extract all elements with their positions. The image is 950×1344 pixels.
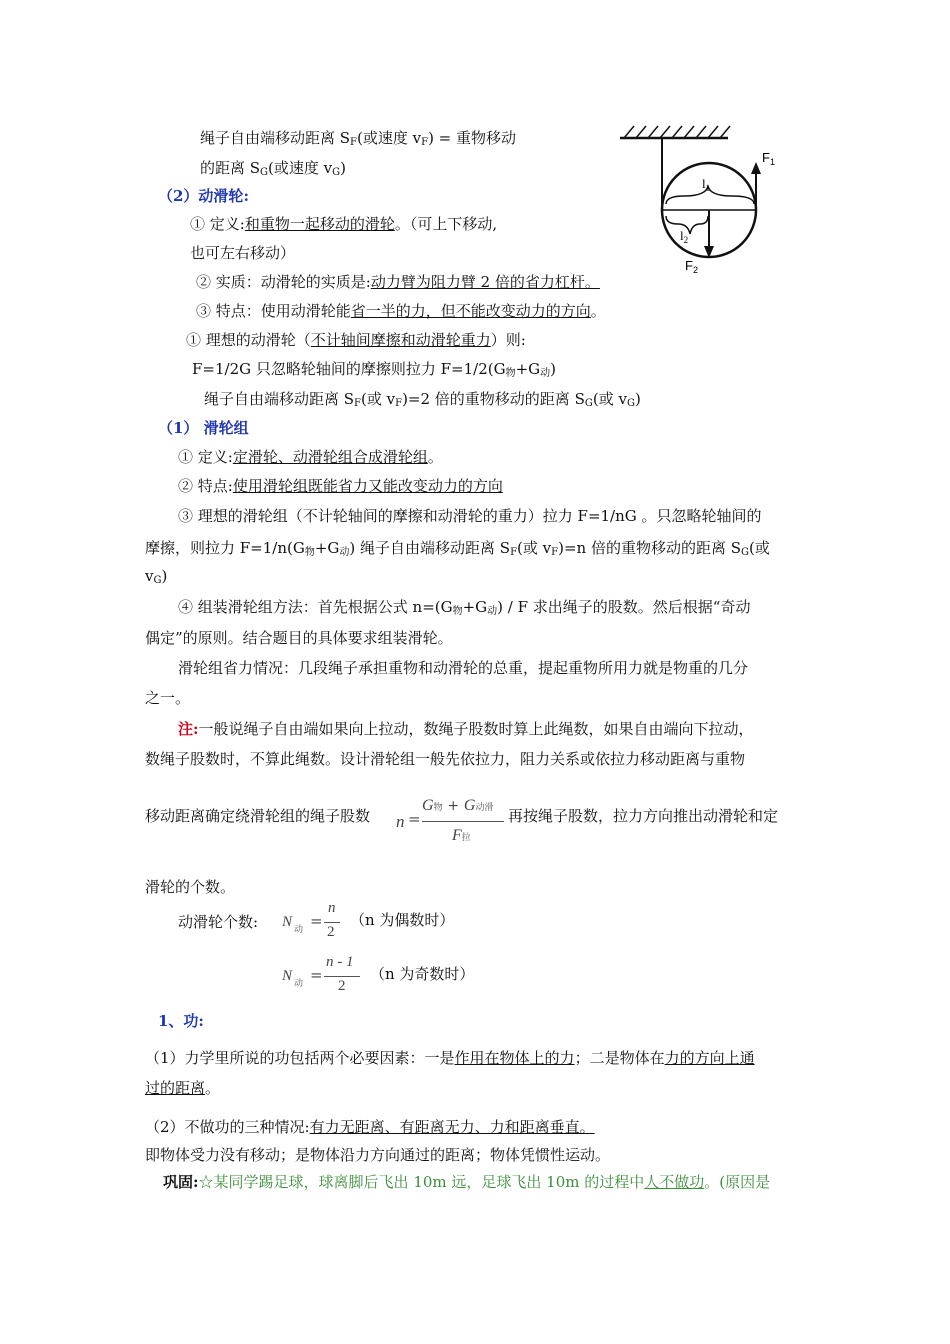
- movable-ideal: ① 理想的动滑轮（不计轴间摩擦和动滑轮重力）则:: [186, 331, 526, 349]
- heading-pulley-group: （1） 滑轮组: [158, 419, 249, 437]
- note-1: 注:一般说绳子自由端如果向上拉动，数绳子股数时算上此绳数，如果自由端向下拉动，: [178, 720, 754, 738]
- note-3b: 再按绳子股数，拉力方向推出动滑轮和定: [508, 807, 779, 825]
- formula-eq-even: =: [310, 912, 323, 930]
- formula-n-bar: [422, 821, 504, 822]
- movable-definition-cont: 也可左右移动）: [190, 244, 296, 262]
- heading-work: 1、功:: [158, 1012, 204, 1030]
- note-2: 数绳子股数时，不算此绳数。设计滑轮组一般先依拉力，阻力关系或依拉力移动距离与重物: [145, 750, 746, 768]
- formula-n-eq: =: [408, 810, 421, 828]
- formula-den-even: 2: [327, 924, 335, 940]
- formula-G2: G: [463, 797, 476, 814]
- group-save-1: 滑轮组省力情况：几段绳子承担重物和动滑轮的总重，提起重物所用力就是物重的几分: [178, 659, 749, 677]
- group-feature: ② 特点:使用滑轮组既能省力又能改变动力的方向: [178, 477, 503, 495]
- formula-bar-even: [324, 922, 340, 923]
- note-3a: 移动距离确定绕滑轮组的绳子股数: [145, 807, 371, 825]
- formula-sub-dong-odd: 动: [294, 979, 304, 989]
- group-save-2: 之一。: [145, 689, 191, 707]
- movable-definition: ① 定义:和重物一起移动的滑轮。（可上下移动,: [190, 215, 498, 233]
- label-F2: $F_2$: [685, 258, 698, 275]
- formula-sub-dong-even: 动: [294, 925, 304, 935]
- formula-eq-odd: =: [310, 966, 323, 984]
- formula-sub-dongh: 动滑: [475, 803, 494, 813]
- work-3: 即物体受力没有移动；是物体沿力方向通过的距离；物体凭惯性运动。: [145, 1146, 611, 1164]
- movable-force-formula: F=1/2G 只忽略轮轴间的摩擦则拉力 $F=1/2(G_物+G_动)$: [192, 360, 557, 379]
- label-l2: $l_2$: [680, 228, 689, 245]
- formula-num-even: n: [328, 900, 336, 916]
- label-l1: $l_1$: [702, 176, 711, 193]
- movable-distance-formula: 绳子自由端移动距离 $S_F$(或 $v_F)=2$ 倍的重物移动的距离 $S_G$(或 $v_G$): [204, 390, 641, 409]
- line-free-end-distance: 绳子自由端移动距离 $S_F$(或速度 $v_F$) = 重物移动: [200, 129, 517, 148]
- work-2: （2）不做功的三种情况:有力无距离、有距离无力、力和距离垂直。: [145, 1118, 595, 1136]
- formula-n-odd: [282, 956, 368, 1000]
- arrow-F1: [751, 162, 761, 174]
- formula-sub-la: 拉: [461, 833, 471, 843]
- formula-G1: G: [422, 797, 434, 814]
- formula-n-denominator: [452, 826, 471, 845]
- formula-num-odd: n - 1: [326, 954, 354, 970]
- formula-N-even: N: [282, 914, 293, 930]
- group-ideal-1: ③ 理想的滑轮组（不计轮轴间的摩擦和动滑轮的重力）拉力 F=1/nG 。只忽略轮轴间的: [178, 507, 762, 525]
- formula-N-odd: N: [282, 968, 293, 984]
- note-4: 滑轮的个数。: [145, 878, 236, 896]
- formula-bar-odd: [324, 976, 360, 977]
- line-weight-distance: 的距离 $S_G$(或速度 $v_G$): [200, 159, 347, 178]
- formula-den-odd: 2: [338, 978, 346, 994]
- n-even-note: （n 为偶数时）: [350, 911, 455, 929]
- formula-n: [396, 796, 508, 852]
- n-even-label: 动滑轮个数:: [178, 913, 259, 931]
- group-definition: ① 定义:定滑轮、动滑轮组合成滑轮组。: [178, 448, 443, 466]
- group-ideal-2: 摩擦，则拉力 $F=1/n(G_物+G_动)$ 绳子自由端移动距离 $S_F$(或 $v_F)=n$ 倍的重物移动的距离 $S_G$(或: [145, 539, 770, 558]
- movable-pulley-diagram: [610, 120, 790, 280]
- formula-n-var: n: [396, 812, 405, 831]
- work-1-cont: 过的距离。: [145, 1079, 221, 1097]
- label-F1: $F_1$: [762, 150, 775, 167]
- n-odd-note: （n 为奇数时）: [370, 965, 475, 983]
- formula-n-even: [282, 902, 348, 946]
- movable-essence: ② 实质：动滑轮的实质是:动力臂为阻力臂 2 倍的省力杠杆。: [196, 273, 600, 291]
- group-assemble-1: ④ 组装滑轮组方法：首先根据公式 $n=(G_物+G_动) / F$ 求出绳子的股数。然后根据“奇动: [178, 598, 751, 617]
- consolidate: 巩固:☆某同学踢足球，球离脚后飞出 10m 远，足球飞出 10m 的过程中人不做功。(原因是: [163, 1173, 771, 1191]
- brace-l2: [666, 216, 708, 234]
- group-assemble-2: 偶定”的原则。结合题目的具体要求组装滑轮。: [145, 629, 453, 647]
- heading-movable-pulley: （2）动滑轮:: [158, 187, 249, 205]
- formula-F: F: [452, 827, 462, 844]
- formula-n-numerator: [422, 796, 504, 815]
- group-ideal-3: $v_G$): [145, 567, 168, 586]
- formula-plus: +: [447, 798, 460, 814]
- formula-sub-wu: 物: [433, 803, 443, 813]
- ceiling-hatch: [624, 126, 730, 138]
- movable-feature: ③ 特点：使用动滑轮能省一半的力，但不能改变动力的方向。: [196, 302, 606, 320]
- work-1: （1）力学里所说的功包括两个必要因素：一是作用在物体上的力；二是物体在力的方向上通: [145, 1049, 755, 1067]
